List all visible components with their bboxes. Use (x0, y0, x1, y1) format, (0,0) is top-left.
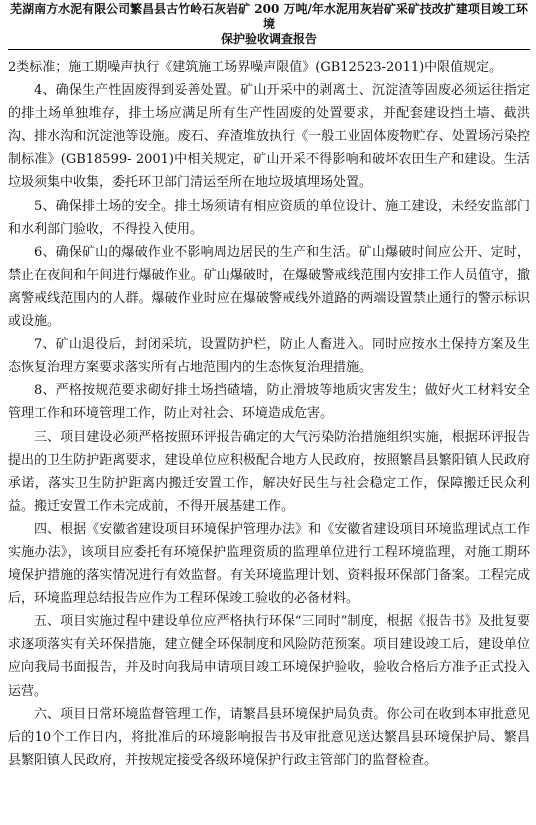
paragraph-item-5: 5、确保排土场的安全。排土场须请有相应资质的单位设计、施工建设，未经安监部门和水利部门验收，不得投入使用。 (8, 198, 530, 237)
page-header (8, 0, 530, 50)
paragraph-item-4: 4、确保生产性固废得到妥善处置。矿山开采中的剥离土、沉淀渣等固废必须运往指定的排土场单独堆存，排土场应满足所有生产性固废的处置要求，并配套建设挡土墙、截洪沟、排水沟和沉淀池等设施。废石、弃渣堆放执行《一般工业固体废物贮存、处置场污染控制标准》(GB18599- 2001)中相关规定，矿山开采不得影响和破坏农田生产和建设。生活垃圾须集中收集，委托环卫部门清运至所在地垃圾填埋场处置。 (8, 83, 530, 191)
paragraph-noise-standard: 2类标准；施工期噪声执行《建筑施工场界噪声限值》(GB12523-2011)中限值规定。 (8, 60, 503, 75)
paragraph-item-6: 6、确保矿山的爆破作业不影响周边居民的生产和生活。矿山爆破时间应公开、定时，禁止在夜间和午间进行爆破作业。矿山爆破时，在爆破警戒线范围内安排工作人员值守，撤离警戒线范围内的人群。爆破作业时应在爆破警戒线外道路的两端设置禁止通行的警示标识或设施。 (8, 244, 530, 330)
header-title-line2: 保护验收调查报告 (220, 32, 317, 46)
paragraph-section-6: 六、项目日常环境监督管理工作，请繁昌县环境保护局负责。你公司在收到本审批意见后的10个工作日内，将批准后的环境影响报告书及审批意见送达繁昌县环境保护局、繁昌县繁阳镇人民政府，并按规定接受各级环境保护行政主管部门的监督检查。 (8, 706, 530, 768)
paragraph-section-5: 五、项目实施过程中建设单位应严格执行环保“三同时”制度，根据《报告书》及批复要求逐项落实有关环保措施，建立健全环保制度和风险防范预案。项目建设竣工后，建设单位应向我局书面报告，并及时向我局申请项目竣工环境保护验收，验收合格后方准予正式投入运营。 (8, 614, 530, 699)
paragraph-section-3: 三、项目建设必须严格按照环评报告确定的大气污染防治措施组织实施，根据环评报告提出的卫生防护距离要求，建设单位应积极配合地方人民政府，按照繁昌县繁阳镇人民政府承诺，落实卫生防护距离内搬迁安置工作，解决好民生与社会稳定工作，保障搬迁民众利益。搬迁安置工作未完成前，不得开展基建工作。 (8, 429, 530, 514)
paragraph-section-4: 四、根据《安徽省建设项目环境保护管理办法》和《安徽省建设项目环境监理试点工作实施办法》，该项目应委托有环境保护监理资质的监理单位进行工程环境监理，对施工期环境保护措施的落实情况进行有效监督。有关环境监理计划、资料报环保部门备案。工程完成后，环境监理总结报告应作为工程环保竣工验收的必备材料。 (8, 521, 530, 607)
document-body (8, 56, 530, 772)
header-title-line1: 芜湖南方水泥有限公司繁昌县古竹岭石灰岩矿 200 万吨/年水泥用灰岩矿采矿技改扩建项目竣工环境 (10, 2, 528, 31)
paragraph-item-8: 8、严格按规范要求砌好排土场挡碴墙，防止滑坡等地质灾害发生；做好火工材料安全管理工作和环境管理工作，防止对社会、环境造成危害。 (8, 383, 530, 422)
paragraph-item-7: 7、矿山退役后，封闭采坑，设置防护栏，防止人畜进入。同时应按水土保持方案及生态恢复治理方案要求落实所有占地范围内的生态恢复治理措施。 (8, 337, 530, 376)
